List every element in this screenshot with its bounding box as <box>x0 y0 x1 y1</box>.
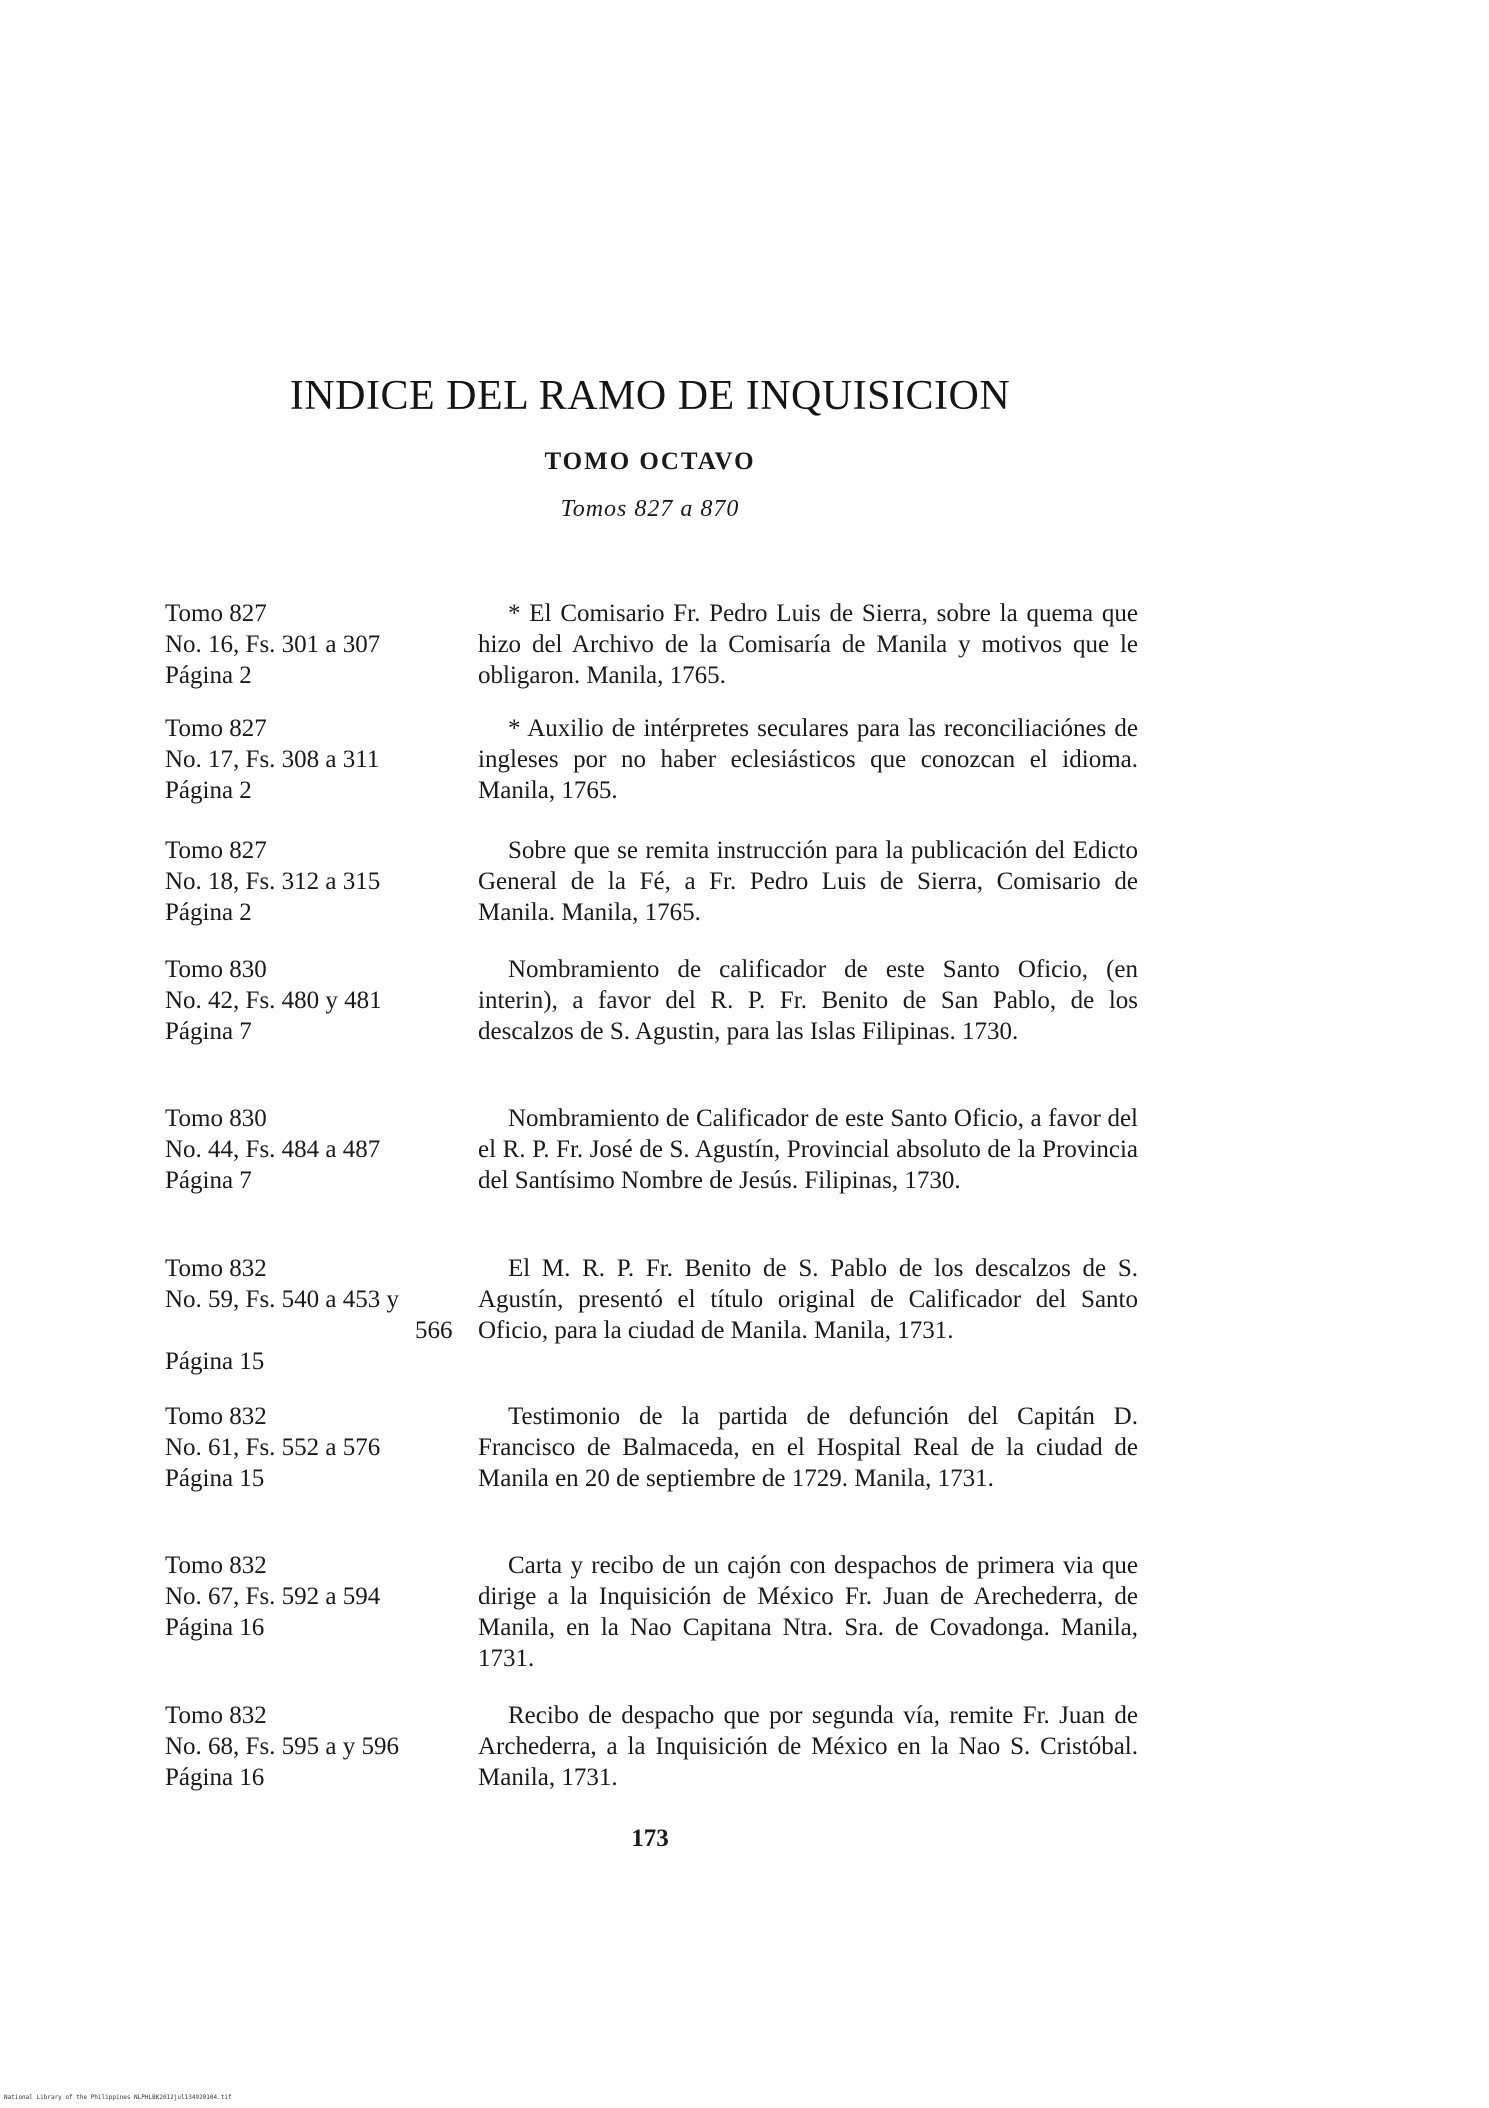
entry-reference <box>165 1700 465 1793</box>
page-title: INDICE DEL RAMO DE INQUISICION <box>289 373 1011 419</box>
entry-reference <box>165 1401 465 1494</box>
reference-line: No. 68, Fs. 595 a y 596 <box>165 1733 400 1760</box>
reference-line: 566 <box>415 1317 453 1344</box>
entry-reference <box>165 835 465 928</box>
reference-line: Página 2 <box>165 777 252 804</box>
entry-reference <box>165 598 465 691</box>
entry-description: Carta y recibo de un cajón con despachos de primera via que dirige a la Inquisición de México Fr. Juan de Arechederra, de Manila, en la Nao Capitana Ntra. Sra. de Covadonga. Manila, 1731. <box>478 1552 1138 1672</box>
scan-footer: National Library of the Philippines NLPHLBK2012jul134920104.tif <box>4 2094 232 2101</box>
reference-line: No. 42, Fs. 480 y 481 <box>165 987 382 1014</box>
entry-reference <box>165 954 465 1047</box>
entry-description: Sobre que se remita instrucción para la publicación del Edicto General de la Fé, a Fr. Pedro Luis de Sierra, Comisario de Manila. Manila, 1765. <box>478 837 1138 926</box>
entry-description: Nombramiento de Calificador de este Santo Oficio, a favor del el R. P. Fr. José de S. Agustín, Provincial absoluto de la Provincia del Santísimo Nombre de Jesús. Filipinas, 1730. <box>478 1105 1138 1194</box>
entry-description: Recibo de despacho que por segunda vía, remite Fr. Juan de Archederra, a la Inquisición de México en la Nao S. Cristóbal. Manila, 1731. <box>478 1702 1138 1791</box>
reference-line: No. 67, Fs. 592 a 594 <box>165 1583 381 1610</box>
entry-description: Nombramiento de calificador de este Santo Oficio, (en interin), a favor del R. P. Fr. Benito de San Pablo, de los descalzos de S. Agustin, para las Islas Filipinas. 1730. <box>478 956 1138 1045</box>
reference-line: Tomo 832 <box>165 1552 267 1579</box>
reference-line: Página 15 <box>165 1465 265 1492</box>
reference-line: Tomo 827 <box>165 715 267 742</box>
reference-line: No. 44, Fs. 484 a 487 <box>165 1136 381 1163</box>
entry-reference <box>165 1103 465 1196</box>
reference-line: Tomo 827 <box>165 600 267 627</box>
reference-line: Página 16 <box>165 1764 265 1791</box>
reference-line: Tomo 832 <box>165 1403 267 1430</box>
entry-description: * Auxilio de intérpretes seculares para las reconciliaciónes de ingleses por no haber eclesiásticos que conozcan el idioma. Manila, 1765. <box>478 715 1138 804</box>
reference-line: Página 2 <box>165 899 252 926</box>
entry-reference <box>165 1253 465 1377</box>
reference-line: Tomo 832 <box>165 1702 267 1729</box>
reference-line: Página 7 <box>165 1167 252 1194</box>
entry-description: El M. R. P. Fr. Benito de S. Pablo de los descalzos de S. Agustín, presentó el título original de Calificador del Santo Oficio, para la ciudad de Manila. Manila, 1731. <box>478 1255 1138 1344</box>
volume-subtitle: TOMO OCTAVO <box>544 448 756 475</box>
reference-line: Página 15 <box>165 1348 265 1375</box>
reference-line: Página 7 <box>165 1018 252 1045</box>
reference-line: Tomo 830 <box>165 1105 267 1132</box>
entry-reference <box>165 1550 465 1643</box>
entry-description: * El Comisario Fr. Pedro Luis de Sierra, sobre la quema que hizo del Archivo de la Comisaría de Manila y motivos que le obligaron. Manila, 1765. <box>478 600 1138 689</box>
reference-line: Página 16 <box>165 1614 265 1641</box>
reference-line: Tomo 827 <box>165 837 267 864</box>
entry-reference <box>165 713 465 806</box>
reference-line: No. 59, Fs. 540 a 453 y <box>165 1286 400 1313</box>
reference-line: No. 16, Fs. 301 a 307 <box>165 631 381 658</box>
reference-line: No. 61, Fs. 552 a 576 <box>165 1434 381 1461</box>
page-number: 173 <box>631 1825 669 1852</box>
volume-range: Tomos 827 a 870 <box>560 496 740 522</box>
reference-line: Página 2 <box>165 662 252 689</box>
reference-line: No. 17, Fs. 308 a 311 <box>165 746 380 773</box>
reference-line: Tomo 830 <box>165 956 267 983</box>
reference-line: No. 18, Fs. 312 a 315 <box>165 868 381 895</box>
entry-description: Testimonio de la partida de defunción del Capitán D. Francisco de Balmaceda, en el Hospital Real de la ciudad de Manila en 20 de septiembre de 1729. Manila, 1731. <box>478 1403 1138 1492</box>
reference-line: Tomo 832 <box>165 1255 267 1282</box>
